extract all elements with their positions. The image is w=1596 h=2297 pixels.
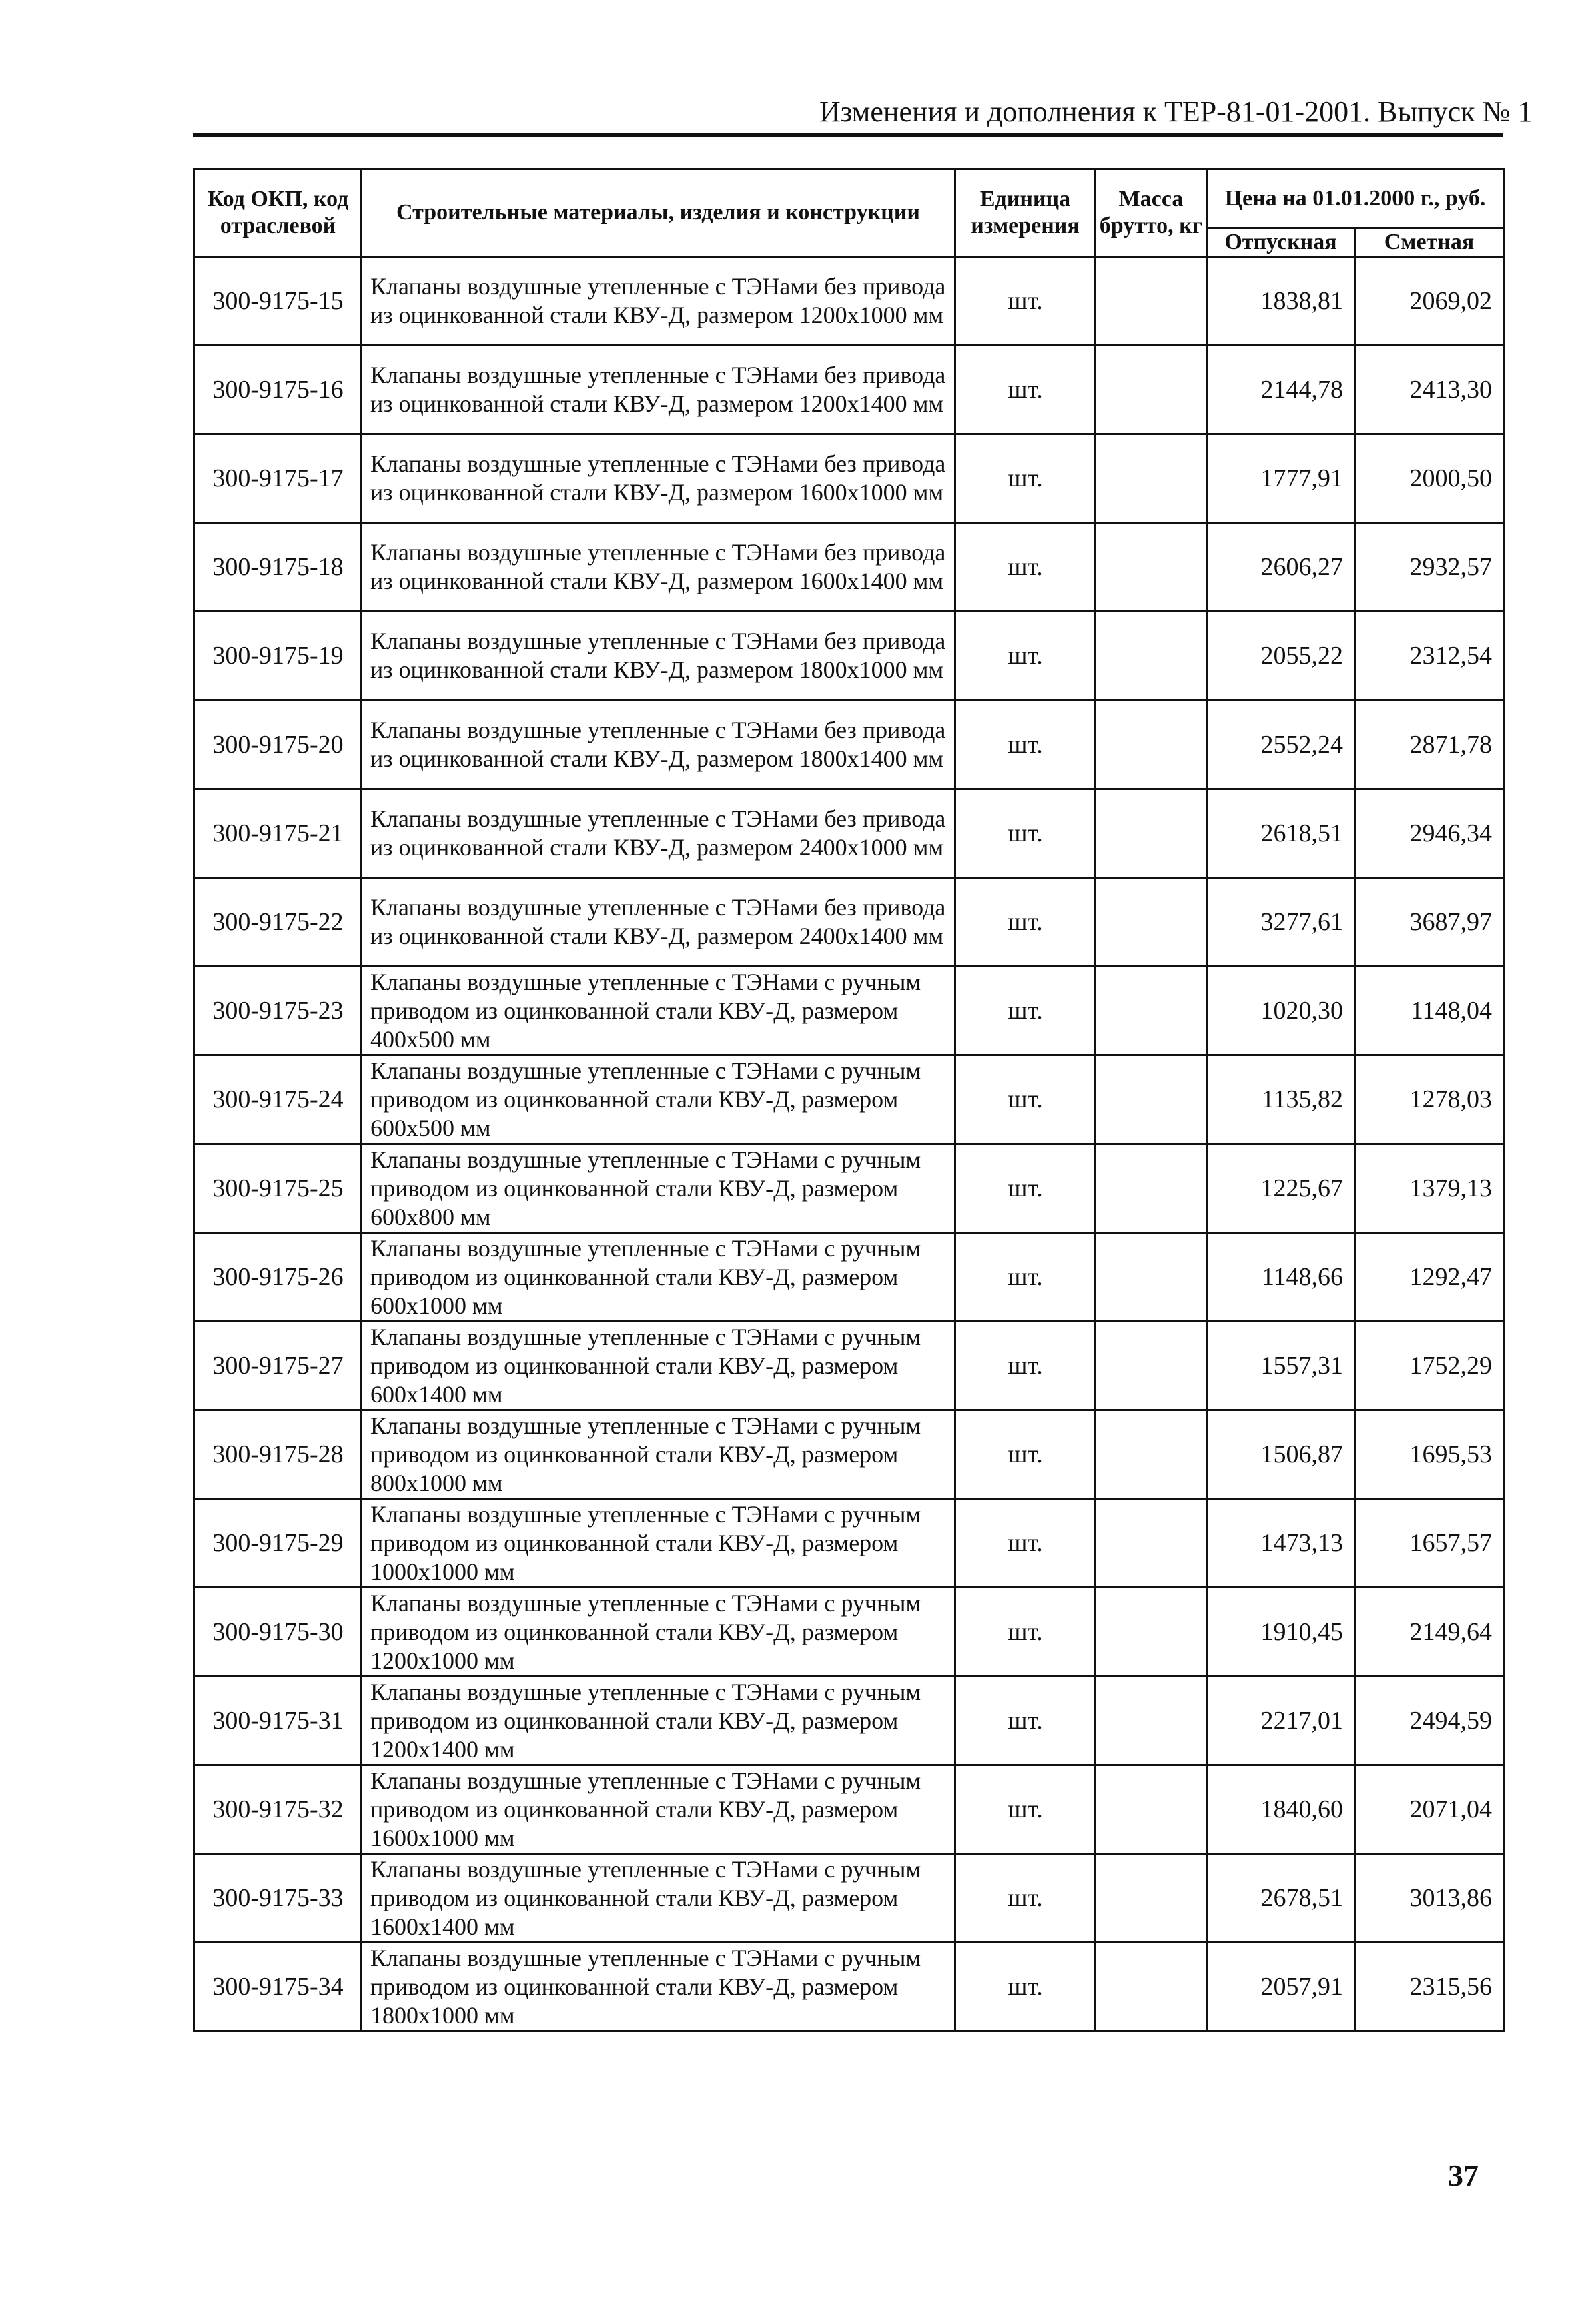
name-cell: Клапаны воздушные утепленные с ТЭНами с ручным приводом из оцинкованной стали КВУ-Д, размером 1600х1000 мм [362, 1765, 955, 1854]
table-row [195, 612, 1504, 701]
code-cell: 300-9175-23 [195, 967, 362, 1055]
table-row [195, 1410, 1504, 1499]
mass-cell [1096, 878, 1207, 967]
name-cell: Клапаны воздушные утепленные с ТЭНами с ручным приводом из оцинкованной стали КВУ-Д, размером 1600х1400 мм [362, 1854, 955, 1943]
document-header-title: Изменения и дополнения к ТЕР-81-01-2001. Выпуск № 1 [819, 95, 1533, 128]
table-row [195, 1233, 1504, 1322]
mass-cell [1096, 346, 1207, 434]
mass-cell [1096, 967, 1207, 1055]
name-cell: Клапаны воздушные утепленные с ТЭНами с ручным приводом из оцинкованной стали КВУ-Д, размером 600х1000 мм [362, 1233, 955, 1322]
table-row [195, 1765, 1504, 1854]
unit-cell: шт. [955, 523, 1096, 612]
name-cell: Клапаны воздушные утепленные с ТЭНами без привода из оцинкованной стали КВУ-Д, размером 1800х1400 мм [362, 701, 955, 789]
code-cell: 300-9175-26 [195, 1233, 362, 1322]
release-price-cell: 1225,67 [1207, 1144, 1355, 1233]
release-price-cell: 1838,81 [1207, 257, 1355, 346]
header-code: Код ОКП, код отраслевой [195, 169, 362, 257]
mass-cell [1096, 257, 1207, 346]
header-mass: Масса брутто, кг [1096, 169, 1207, 257]
name-cell: Клапаны воздушные утепленные с ТЭНами без привода из оцинкованной стали КВУ-Д, размером 1800х1000 мм [362, 612, 955, 701]
mass-cell [1096, 523, 1207, 612]
release-price-cell: 2552,24 [1207, 701, 1355, 789]
release-price-cell: 2057,91 [1207, 1943, 1355, 2031]
table-row [195, 789, 1504, 878]
estimate-price-cell: 2071,04 [1355, 1765, 1504, 1854]
unit-cell: шт. [955, 789, 1096, 878]
name-cell: Клапаны воздушные утепленные с ТЭНами с ручным приводом из оцинкованной стали КВУ-Д, размером 600х500 мм [362, 1055, 955, 1144]
mass-cell [1096, 612, 1207, 701]
code-cell: 300-9175-34 [195, 1943, 362, 2031]
mass-cell [1096, 701, 1207, 789]
name-cell: Клапаны воздушные утепленные с ТЭНами без привода из оцинкованной стали КВУ-Д, размером 1600х1400 мм [362, 523, 955, 612]
code-cell: 300-9175-33 [195, 1854, 362, 1943]
name-cell: Клапаны воздушные утепленные с ТЭНами без привода из оцинкованной стали КВУ-Д, размером 1600х1000 мм [362, 434, 955, 523]
name-cell: Клапаны воздушные утепленные с ТЭНами с ручным приводом из оцинкованной стали КВУ-Д, размером 1200х1000 мм [362, 1588, 955, 1677]
estimate-price-cell: 2932,57 [1355, 523, 1504, 612]
page-number: 37 [1448, 2158, 1479, 2192]
name-cell: Клапаны воздушные утепленные с ТЭНами без привода из оцинкованной стали КВУ-Д, размером 2400х1400 мм [362, 878, 955, 967]
release-price-cell: 2606,27 [1207, 523, 1355, 612]
code-cell: 300-9175-30 [195, 1588, 362, 1677]
table-row [195, 1677, 1504, 1765]
release-price-cell: 1557,31 [1207, 1322, 1355, 1410]
header-name: Строительные материалы, изделия и конструкции [362, 169, 955, 257]
mass-cell [1096, 1055, 1207, 1144]
unit-cell: шт. [955, 701, 1096, 789]
code-cell: 300-9175-27 [195, 1322, 362, 1410]
estimate-price-cell: 2069,02 [1355, 257, 1504, 346]
name-cell: Клапаны воздушные утепленные с ТЭНами без привода из оцинкованной стали КВУ-Д, размером 1200х1400 мм [362, 346, 955, 434]
table-row [195, 1322, 1504, 1410]
header-unit: Единица измерения [955, 169, 1096, 257]
mass-cell [1096, 1144, 1207, 1233]
code-cell: 300-9175-16 [195, 346, 362, 434]
release-price-cell: 2055,22 [1207, 612, 1355, 701]
unit-cell: шт. [955, 1677, 1096, 1765]
release-price-cell: 2618,51 [1207, 789, 1355, 878]
code-cell: 300-9175-29 [195, 1499, 362, 1588]
mass-cell [1096, 1943, 1207, 2031]
table-row [195, 1588, 1504, 1677]
header-estimate-price: Сметная [1355, 228, 1504, 257]
unit-cell: шт. [955, 1588, 1096, 1677]
unit-cell: шт. [955, 1055, 1096, 1144]
release-price-cell: 1148,66 [1207, 1233, 1355, 1322]
code-cell: 300-9175-17 [195, 434, 362, 523]
release-price-cell: 1473,13 [1207, 1499, 1355, 1588]
unit-cell: шт. [955, 1233, 1096, 1322]
unit-cell: шт. [955, 346, 1096, 434]
code-cell: 300-9175-22 [195, 878, 362, 967]
name-cell: Клапаны воздушные утепленные с ТЭНами с ручным приводом из оцинкованной стали КВУ-Д, размером 600х1400 мм [362, 1322, 955, 1410]
table-row [195, 967, 1504, 1055]
name-cell: Клапаны воздушные утепленные с ТЭНами без привода из оцинкованной стали КВУ-Д, размером 1200х1000 мм [362, 257, 955, 346]
code-cell: 300-9175-21 [195, 789, 362, 878]
estimate-price-cell: 2946,34 [1355, 789, 1504, 878]
header-release-price: Отпускная [1207, 228, 1355, 257]
unit-cell: шт. [955, 878, 1096, 967]
code-cell: 300-9175-32 [195, 1765, 362, 1854]
estimate-price-cell: 2871,78 [1355, 701, 1504, 789]
table-row [195, 434, 1504, 523]
estimate-price-cell: 1278,03 [1355, 1055, 1504, 1144]
unit-cell: шт. [955, 257, 1096, 346]
estimate-price-cell: 1379,13 [1355, 1144, 1504, 1233]
table-row [195, 523, 1504, 612]
header-price: Цена на 01.01.2000 г., руб. [1207, 169, 1504, 228]
release-price-cell: 1910,45 [1207, 1588, 1355, 1677]
estimate-price-cell: 3687,97 [1355, 878, 1504, 967]
unit-cell: шт. [955, 1322, 1096, 1410]
release-price-cell: 2144,78 [1207, 346, 1355, 434]
release-price-cell: 1135,82 [1207, 1055, 1355, 1144]
estimate-price-cell: 2000,50 [1355, 434, 1504, 523]
estimate-price-cell: 1657,57 [1355, 1499, 1504, 1588]
mass-cell [1096, 1322, 1207, 1410]
mass-cell [1096, 434, 1207, 523]
table-row [195, 701, 1504, 789]
table-row [195, 1144, 1504, 1233]
unit-cell: шт. [955, 1765, 1096, 1854]
unit-cell: шт. [955, 1943, 1096, 2031]
estimate-price-cell: 2149,64 [1355, 1588, 1504, 1677]
estimate-price-cell: 1148,04 [1355, 967, 1504, 1055]
table-row [195, 257, 1504, 346]
estimate-price-cell: 2413,30 [1355, 346, 1504, 434]
header-rule [193, 133, 1503, 137]
release-price-cell: 3277,61 [1207, 878, 1355, 967]
code-cell: 300-9175-19 [195, 612, 362, 701]
estimate-price-cell: 1695,53 [1355, 1410, 1504, 1499]
unit-cell: шт. [955, 967, 1096, 1055]
name-cell: Клапаны воздушные утепленные с ТЭНами с ручным приводом из оцинкованной стали КВУ-Д, размером 400х500 мм [362, 967, 955, 1055]
unit-cell: шт. [955, 1854, 1096, 1943]
estimate-price-cell: 2494,59 [1355, 1677, 1504, 1765]
mass-cell [1096, 1233, 1207, 1322]
name-cell: Клапаны воздушные утепленные с ТЭНами с ручным приводом из оцинкованной стали КВУ-Д, размером 1000х1000 мм [362, 1499, 955, 1588]
mass-cell [1096, 1410, 1207, 1499]
release-price-cell: 2217,01 [1207, 1677, 1355, 1765]
release-price-cell: 2678,51 [1207, 1854, 1355, 1943]
release-price-cell: 1506,87 [1207, 1410, 1355, 1499]
materials-price-table [193, 168, 1505, 2032]
table-row [195, 1943, 1504, 2031]
code-cell: 300-9175-25 [195, 1144, 362, 1233]
unit-cell: шт. [955, 1144, 1096, 1233]
name-cell: Клапаны воздушные утепленные с ТЭНами без привода из оцинкованной стали КВУ-Д, размером 2400х1000 мм [362, 789, 955, 878]
estimate-price-cell: 2312,54 [1355, 612, 1504, 701]
table-row [195, 346, 1504, 434]
unit-cell: шт. [955, 1410, 1096, 1499]
estimate-price-cell: 2315,56 [1355, 1943, 1504, 2031]
table-row [195, 1055, 1504, 1144]
code-cell: 300-9175-20 [195, 701, 362, 789]
release-price-cell: 1777,91 [1207, 434, 1355, 523]
table-row [195, 1499, 1504, 1588]
code-cell: 300-9175-15 [195, 257, 362, 346]
unit-cell: шт. [955, 1499, 1096, 1588]
mass-cell [1096, 1854, 1207, 1943]
name-cell: Клапаны воздушные утепленные с ТЭНами с ручным приводом из оцинкованной стали КВУ-Д, размером 800х1000 мм [362, 1410, 955, 1499]
unit-cell: шт. [955, 434, 1096, 523]
name-cell: Клапаны воздушные утепленные с ТЭНами с ручным приводом из оцинкованной стали КВУ-Д, размером 600х800 мм [362, 1144, 955, 1233]
table-row [195, 878, 1504, 967]
estimate-price-cell: 1752,29 [1355, 1322, 1504, 1410]
mass-cell [1096, 1677, 1207, 1765]
mass-cell [1096, 1588, 1207, 1677]
mass-cell [1096, 789, 1207, 878]
code-cell: 300-9175-31 [195, 1677, 362, 1765]
estimate-price-cell: 3013,86 [1355, 1854, 1504, 1943]
table-body [195, 257, 1504, 2031]
mass-cell [1096, 1499, 1207, 1588]
release-price-cell: 1840,60 [1207, 1765, 1355, 1854]
table-row [195, 1854, 1504, 1943]
unit-cell: шт. [955, 612, 1096, 701]
release-price-cell: 1020,30 [1207, 967, 1355, 1055]
name-cell: Клапаны воздушные утепленные с ТЭНами с ручным приводом из оцинкованной стали КВУ-Д, размером 1200х1400 мм [362, 1677, 955, 1765]
mass-cell [1096, 1765, 1207, 1854]
name-cell: Клапаны воздушные утепленные с ТЭНами с ручным приводом из оцинкованной стали КВУ-Д, размером 1800х1000 мм [362, 1943, 955, 2031]
estimate-price-cell: 1292,47 [1355, 1233, 1504, 1322]
code-cell: 300-9175-18 [195, 523, 362, 612]
code-cell: 300-9175-28 [195, 1410, 362, 1499]
code-cell: 300-9175-24 [195, 1055, 362, 1144]
